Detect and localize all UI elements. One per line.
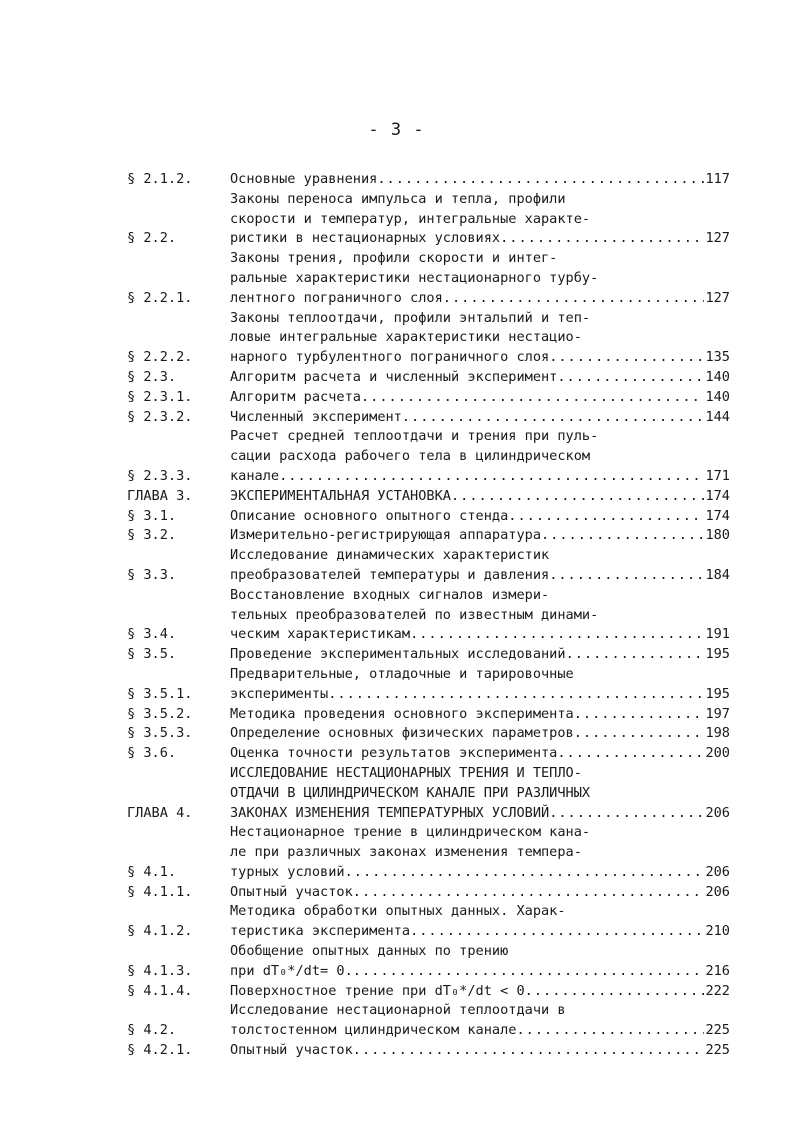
toc-entry-number: § 2.3. (127, 368, 177, 385)
toc-entry-page: 216 (705, 962, 730, 979)
toc-entry-page: 225 (705, 1022, 730, 1039)
dot-leader (549, 348, 704, 368)
dot-leader (410, 922, 704, 942)
toc-entry-title-line: Исследование динамических характеристик (230, 547, 550, 564)
toc-entry-page: 127 (705, 230, 730, 247)
toc-entry-page: 144 (705, 408, 730, 425)
dot-leader (353, 883, 705, 903)
toc-entry-number: § 4.1.2. (127, 923, 193, 940)
toc-entry-title-line: Законы трения, профили скорости и интег- (230, 250, 558, 267)
toc-entry-page: 180 (705, 527, 730, 544)
toc-entry-title-line: толстостенном цилиндрическом канале (230, 1022, 517, 1039)
toc-entry-title (230, 665, 730, 705)
toc-entry-title-line: Методика проведения основного эксперимента (230, 705, 574, 722)
toc-entry-title-line: ческим характеристикам (230, 626, 411, 643)
toc-entry-page: 206 (705, 883, 730, 900)
toc-entry-title-line: ОТДАЧИ В ЦИЛИНДРИЧЕСКОМ КАНАЛЕ ПРИ РАЗЛИЧНЫХ (230, 784, 591, 801)
toc-entry (127, 645, 730, 665)
dot-leader (525, 982, 705, 1002)
toc-entry-page: 140 (705, 368, 730, 385)
toc-entry-number: § 2.3.3. (127, 467, 193, 484)
toc-entry-title-line: при dT₀*/dt= 0. (230, 962, 353, 979)
dot-leader (345, 863, 705, 883)
toc-entry-title-line: ловые интегральные характеристики нестацио- (230, 329, 582, 346)
toc-entry (127, 705, 730, 725)
toc-entry-title (230, 368, 730, 388)
toc-entry-number: § 3.5. (127, 646, 177, 663)
toc-entry-title-line: Восстановление входных сигналов измери- (230, 586, 550, 603)
toc-entry-number: § 4.2. (127, 1022, 177, 1039)
toc-entry-title-line: Определение основных физических параметров (230, 725, 574, 742)
page-number: - 3 - (368, 120, 425, 140)
dot-leader (500, 229, 704, 249)
toc-entry (127, 427, 730, 486)
toc-entry-number: § 3.3. (127, 566, 177, 583)
toc-entry-title-line: Алгоритм расчета и численный эксперимент (230, 368, 558, 385)
toc-entry-title-line: ристики в нестационарных условиях (230, 230, 501, 247)
toc-entry-page: 127 (705, 289, 730, 306)
toc-entry-number: § 2.2. (127, 230, 177, 247)
dot-leader (279, 467, 704, 487)
toc-entry-title (230, 645, 730, 665)
toc-entry (127, 309, 730, 368)
toc-entry-page: 191 (705, 626, 730, 643)
toc-entry-number: § 2.1.2. (127, 171, 193, 187)
toc-entry-title-line: Исследование нестационарной теплоотдачи в (230, 1002, 566, 1019)
toc-entry-title (230, 487, 730, 507)
dot-leader (557, 368, 704, 388)
toc-entry-title (230, 883, 730, 903)
toc-entry-title (230, 427, 730, 486)
toc-entry-number: § 2.3.2. (127, 408, 193, 425)
toc-entry-title (230, 724, 730, 744)
dot-leader (353, 962, 705, 982)
toc-entry-number: § 3.5.2. (127, 705, 193, 722)
toc-entry-number: § 3.5.3. (127, 725, 193, 742)
toc-entry-number: § 2.2.1. (127, 289, 193, 306)
dot-leader (541, 526, 704, 546)
dot-leader (549, 804, 704, 824)
toc-entry-title-line: Предварительные, отладочные и тарировочные (230, 665, 574, 682)
toc-entry-number: ГЛАВА 4. (127, 804, 193, 821)
dot-leader (574, 705, 705, 725)
toc-entry-title-line: преобразователей температуры и давления (230, 566, 550, 583)
toc-entry-title-line: Законы теплоотдачи, профили энтальпий и теп- (230, 309, 591, 326)
toc-entry-title-line: лентного пограничного слоя (230, 289, 443, 306)
toc-entry (127, 883, 730, 903)
table-of-contents (127, 170, 730, 1061)
toc-entry-title (230, 764, 730, 823)
toc-entry-title-line: ЗАКОНАХ ИЗМЕНЕНИЯ ТЕМПЕРАТУРНЫХ УСЛОВИЙ (230, 804, 550, 821)
toc-entry-title-line: Численный эксперимент (230, 408, 402, 425)
toc-entry-page: 222 (705, 982, 730, 999)
toc-entry-number: § 3.4. (127, 626, 177, 643)
dot-leader (328, 685, 704, 705)
toc-entry-page: 200 (705, 745, 730, 762)
toc-entry (127, 388, 730, 408)
toc-entry (127, 190, 730, 249)
dot-leader (566, 645, 705, 665)
toc-entry (127, 942, 730, 982)
toc-entry-number: § 4.1.1. (127, 883, 193, 900)
toc-entry (127, 170, 730, 190)
toc-entry-page: 117 (705, 171, 730, 187)
toc-entry-page: 174 (705, 507, 730, 524)
toc-entry (127, 724, 730, 744)
toc-entry-title-line: теристика эксперимента (230, 923, 411, 940)
toc-entry (127, 764, 730, 823)
toc-entry-number: § 4.1.3. (127, 962, 193, 979)
dot-leader (508, 507, 704, 527)
toc-entry-number: § 3.1. (127, 507, 177, 524)
toc-entry-title-line: нарного турбулентного пограничного слоя (230, 349, 550, 366)
toc-entry-title-line: сации расхода рабочего тела в цилиндрическом (230, 448, 591, 465)
toc-entry-title-line: Опытный участок (230, 1042, 353, 1059)
toc-entry-title-line: Опытный участок (230, 883, 353, 900)
toc-entry-title-line: турных условий (230, 863, 345, 880)
toc-entry-number: § 4.1. (127, 863, 177, 880)
toc-entry-title-line: Расчет средней теплоотдачи и трения при пуль- (230, 428, 599, 445)
toc-entry-title (230, 586, 730, 645)
toc-entry-page: 197 (705, 705, 730, 722)
toc-entry (127, 408, 730, 428)
dot-leader (377, 170, 704, 190)
toc-entry-page: 140 (705, 388, 730, 405)
toc-entry-title (230, 170, 730, 190)
toc-entry (127, 586, 730, 645)
toc-entry-page: 195 (705, 646, 730, 663)
toc-entry-page: 135 (705, 349, 730, 366)
toc-entry (127, 249, 730, 308)
toc-entry (127, 368, 730, 388)
toc-entry (127, 665, 730, 705)
toc-entry-number: § 3.6. (127, 745, 177, 762)
toc-entry-page: 171 (705, 467, 730, 484)
toc-entry-number: § 4.1.4. (127, 982, 193, 999)
dot-leader (516, 1021, 704, 1041)
dot-leader (361, 388, 704, 408)
toc-entry-title-line: ЭКСПЕРИМЕНТАЛЬНАЯ УСТАНОВКА (230, 487, 451, 504)
toc-entry-title-line: Законы переноса импульса и тепла, профили (230, 190, 566, 207)
toc-entry-title-line: Проведение экспериментальных исследований (230, 646, 566, 663)
toc-entry-page: 210 (705, 923, 730, 940)
dot-leader (557, 744, 704, 764)
toc-entry-title (230, 982, 730, 1002)
toc-entry-title (230, 942, 730, 982)
toc-entry-number: § 2.2.2. (127, 349, 193, 366)
toc-entry-title (230, 388, 730, 408)
toc-entry-number: § 4.2.1. (127, 1042, 193, 1059)
toc-entry-title-line: Нестационарное трение в цилиндрическом кана- (230, 824, 591, 841)
toc-entry-page: 206 (705, 863, 730, 880)
toc-entry-title-line: ральные характеристики нестационарного турбу- (230, 269, 599, 286)
toc-entry-title (230, 408, 730, 428)
toc-entry-page: 184 (705, 566, 730, 583)
toc-entry (127, 1041, 730, 1061)
toc-entry-title-line: скорости и температур, интегральные характе- (230, 210, 591, 227)
toc-entry-title-line: ИССЛЕДОВАНИЕ НЕСТАЦИОНАРНЫХ ТРЕНИЯ И ТЕПЛО- (230, 764, 582, 781)
toc-entry (127, 546, 730, 586)
dot-leader (443, 289, 705, 309)
toc-entry-title (230, 190, 730, 249)
toc-entry-page: 198 (705, 725, 730, 742)
dot-leader (353, 1041, 705, 1061)
toc-entry-number: ГЛАВА 3. (127, 487, 193, 504)
toc-entry-title-line: эксперименты (230, 685, 329, 702)
toc-entry-title-line: тельных преобразователей по известным динами- (230, 606, 599, 623)
dot-leader (402, 408, 705, 428)
toc-entry (127, 1001, 730, 1041)
toc-entry-title (230, 902, 730, 942)
toc-entry-title (230, 526, 730, 546)
toc-entry-page: 174 (705, 487, 730, 504)
toc-entry-page: 195 (705, 685, 730, 702)
toc-entry (127, 744, 730, 764)
toc-entry (127, 823, 730, 882)
toc-entry-title (230, 546, 730, 586)
dot-leader (451, 487, 704, 507)
toc-entry-title-line: Обобщение опытных данных по трению (230, 943, 509, 960)
toc-entry-title-line: Основные уравнения (230, 171, 378, 187)
toc-entry (127, 902, 730, 942)
toc-entry-title (230, 823, 730, 882)
toc-entry-number: § 3.5.1. (127, 685, 193, 702)
dot-leader (410, 625, 704, 645)
toc-entry-number: § 3.2. (127, 527, 177, 544)
toc-entry-page: 206 (705, 804, 730, 821)
toc-entry (127, 487, 730, 507)
toc-entry-title-line: Алгоритм расчета (230, 388, 361, 405)
toc-entry (127, 507, 730, 527)
toc-entry-title-line: Поверхностное трение при dT₀*/dt < 0 (230, 982, 525, 999)
toc-entry-title (230, 309, 730, 368)
toc-entry-number: § 2.3.1. (127, 388, 193, 405)
toc-entry (127, 982, 730, 1002)
toc-entry-title-line: ле при различных законах изменения темпера- (230, 844, 582, 861)
toc-entry-title (230, 705, 730, 725)
dot-leader (549, 566, 704, 586)
toc-entry-page: 225 (705, 1042, 730, 1059)
dot-leader (574, 724, 705, 744)
toc-entry-title (230, 744, 730, 764)
toc-entry-title (230, 507, 730, 527)
toc-entry-title-line: Оценка точности результатов эксперимента (230, 745, 558, 762)
toc-entry-title-line: Описание основного опытного стенда (230, 507, 509, 524)
toc-entry (127, 526, 730, 546)
toc-entry-title-line: Методика обработки опытных данных. Харак- (230, 903, 566, 920)
toc-entry-title-line: канале (230, 467, 280, 484)
toc-entry-title (230, 1001, 730, 1041)
toc-entry-title (230, 249, 730, 308)
toc-entry-title-line: Измерительно-регистрирующая аппаратура (230, 527, 541, 544)
toc-entry-title (230, 1041, 730, 1061)
